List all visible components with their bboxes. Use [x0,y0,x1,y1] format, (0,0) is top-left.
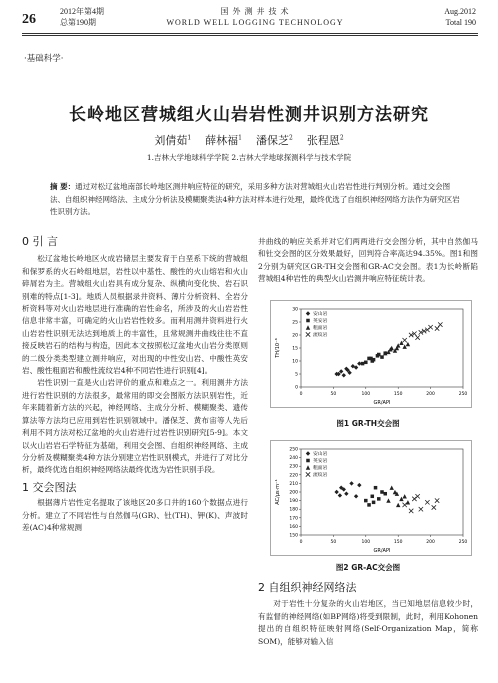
data-point [383,492,387,496]
data-point [399,341,403,345]
data-point [435,498,439,502]
y-tick-label: 230 [289,464,298,470]
y-tick-label: 150 [289,533,298,539]
x-tick-label: 200 [426,540,435,545]
right-column-bottom [258,582,478,648]
left-column [22,236,248,534]
x-tick-label: 50 [330,540,337,545]
legend-entry: 英安岩 [313,459,328,464]
data-point [372,501,376,505]
data-point [432,505,436,509]
data-point [419,507,423,511]
data-point [371,495,375,499]
author: 张程恩$^2$ [306,134,344,147]
data-point [435,326,439,330]
data-point [380,355,384,359]
intro-heading: 0 引 言 [22,235,58,248]
x-tick-label: 150 [393,540,403,545]
data-point [415,494,419,498]
y-tick-label: 5 [295,372,298,378]
data-point [357,483,361,487]
header-rule-thin [22,35,478,36]
data-point [338,493,342,497]
figure-1-frame [270,300,472,408]
right-column-top [258,236,478,286]
data-point [306,451,310,455]
legend-entry: 流纹岩 [313,473,328,478]
x-tick-label: 150 [393,392,403,397]
abstract-text: 通过对松辽盆地南部长岭地区测井响应特征的研究，采用多种方法对营城组火山岩岩性进行判别分析。通过交会图法、自组织神经网络法、主成分分析法及模糊聚类法4种方法对样本进行处理，最终优选了自组织神经网络方法作为研究区岩性识别方法。 [50,182,460,216]
data-point [406,342,410,346]
y-tick-label: 240 [289,456,298,462]
gr-ac-crossplot [271,441,471,555]
data-point [380,490,384,494]
issue-info: 2012年第4期 总第190期 [60,7,104,27]
y-tick-label: 25 [292,320,298,326]
y-tick-label: 200 [289,490,298,496]
data-point [377,353,381,357]
legend-entry: 流纹岩 [313,333,328,338]
author: 薛林福$^1$ [205,134,242,147]
legend-entry: 粗面岩 [313,326,328,331]
y-tick-label: 170 [289,516,298,522]
data-point [342,373,346,377]
legend-entry: 安山岩 [313,452,328,457]
data-point [399,497,403,501]
y-tick-label: 190 [289,499,298,505]
x-tick-label: 50 [330,392,337,397]
body-paragraph: 岩性识别一直是火山岩评价的重点和难点之一。利用测井方法进行岩性识别的方法很多，最常用的即交会图版方法识别岩性，近年来随着新方法的兴起，神经网络、主成分分析、模糊聚类、遗传算法等方法均已应用到岩性识别领域中。潘保芝、黄布宙等人先后利用不同方法对松辽盆地的火山岩进行过岩性识别研究[5-9]。本文以火山岩岩石学特征为基础，利用交会图、自组织神经网络、主成分分析及模糊聚类4种方法分别建立岩性识别模式，并进行了对比分析，最终优选自组织神经网络法最终优选为岩性识别手段。 [22,378,248,475]
legend-entry: 英安岩 [313,319,328,324]
y-tick-label: 250 [289,447,298,453]
legend-entry: 安山岩 [313,312,328,317]
data-point [390,486,394,490]
author: 刘倩茹$^1$ [154,134,192,147]
data-point [306,459,310,463]
data-point [415,335,419,339]
x-tick-label: 100 [361,540,371,545]
x-tick-label: 200 [426,392,435,397]
abstract [50,181,460,219]
y-tick-label: 0 [295,385,298,391]
data-point [396,503,400,507]
data-point [306,332,310,336]
x-tick-label: 0 [299,540,303,545]
data-point [364,499,368,503]
data-point [425,500,429,504]
body-paragraph: 井曲线的响应关系并对它们两两进行交会图分析，其中自然伽马和钍交会图的区分效果最好，回判符合率高达94.35%。图1和图2分别为研究区GR-TH交会图和GR-AC交会图。表1为长岭断陷营城组4种岩性的典型火山岩测井响应特征统计表。 [258,237,478,284]
data-point [402,503,406,507]
page-number: 26 [22,12,36,27]
figure-2-caption: 图2 GR-AC交会图 [335,563,401,572]
data-point [306,472,310,476]
gr-th-crossplot [271,301,471,407]
data-point [402,494,406,498]
data-point [344,492,348,496]
data-point [306,319,310,323]
y-axis-label: AC/μs·m⁻¹ [275,479,281,505]
header-rule [22,33,478,34]
body-paragraph: 根据薄片岩性定名提取了该地区20多口井的160个数据点进行分析。建立了不同岩性与自然伽马(GR)、钍(TH)、钾(K)、声波时差(AC)4种常规测 [22,498,248,532]
section-heading: 2 自组织神经网络法 [258,581,357,594]
y-tick-label: 160 [289,524,298,530]
data-point [374,486,378,490]
legend-entry: 粗面岩 [313,466,328,471]
y-tick-label: 210 [289,481,298,487]
data-point [361,362,365,366]
data-point [349,481,353,485]
data-point [306,311,310,315]
x-tick-label: 100 [361,392,371,397]
author: 潘保芝$^2$ [256,134,293,147]
x-tick-label: 0 [299,392,303,397]
section-tag: ·基础科学· [24,54,64,64]
x-tick-label: 250 [458,540,468,545]
figure-1-caption: 图1 GR-TH交会图 [336,419,400,428]
paper-title: 长岭地区营城组火山岩岩性测井识别方法研究 [69,105,429,125]
author-list [0,132,498,148]
data-point [369,357,373,361]
body-paragraph: 松辽盆地长岭地区火成岩储层主要发育于白垩系下统的营城组和保罗系的火石岭组地层，岩性以中基性、酸性的火山熔岩和火山碎屑岩为主。营城组火山岩具有成分复杂、纵横向变化快、岩石识别难的特点[1-3]。地质人员根据录井资料、薄片分析资料、全岩分析资料等对火山岩地层进行准确的岩性命名，所涉及的火山岩岩性信息非常丰富，可确定的火山岩岩性较多。而利用测井资料进行火山岩岩性识别无法达到地质上的丰富性，且常规测井曲线往往不直接反映岩石的结构与构造，因此本文按照松辽盆地火山岩分类原则的二级分类类型建立测井响应，对出现的中性安山岩、中酸性英安岩、酸性粗面岩和酸性流纹岩4种不同岩性进行识别[4]。 [22,254,248,376]
y-tick-label: 180 [289,507,298,513]
data-point [406,500,410,504]
data-point [409,509,413,513]
abstract-label: 摘 要： [50,182,76,191]
data-point [306,465,310,469]
body-paragraph: 对于岩性十分复杂的火山岩地区，当已知地层信息较少时，有监督的神经网络(如BP网络)将受到限制，此时，利用Kohonen提出的自组织特征映射网络(Self-Organization Map，简称SOM)，能够对输入信 [258,599,478,646]
data-point [306,325,310,329]
data-point [377,497,381,501]
y-tick-label: 30 [292,307,298,313]
data-point [402,345,406,349]
y-tick-label: 15 [292,346,298,352]
data-point [402,338,406,342]
section-heading: 1 交会图法 [22,480,77,494]
figure-2-frame [270,440,472,556]
x-tick-label: 250 [458,392,468,397]
y-tick-label: 20 [292,333,298,339]
y-tick-label: 220 [289,473,298,479]
issue-date: Aug.2012 Total 190 [444,7,476,27]
x-axis-label: GR/API [373,548,391,554]
y-axis-label: TH/10⁻⁶ [275,338,281,358]
data-point [412,497,416,501]
data-point [367,503,371,507]
data-point [386,498,390,502]
data-point [334,490,338,494]
journal-name: 国 外 测 井 技 术 WORLD WELL LOGGING TECHNOLOGY [166,7,344,27]
affiliations: 1.吉林大学地球科学学院 2.吉林大学地球探测科学与技术学院 [146,153,352,162]
data-point [438,322,442,326]
data-point [354,494,358,498]
x-axis-label: GR/API [373,400,391,406]
running-header [0,0,498,40]
y-tick-label: 10 [292,359,298,365]
data-point [364,361,368,365]
data-point [428,325,432,329]
